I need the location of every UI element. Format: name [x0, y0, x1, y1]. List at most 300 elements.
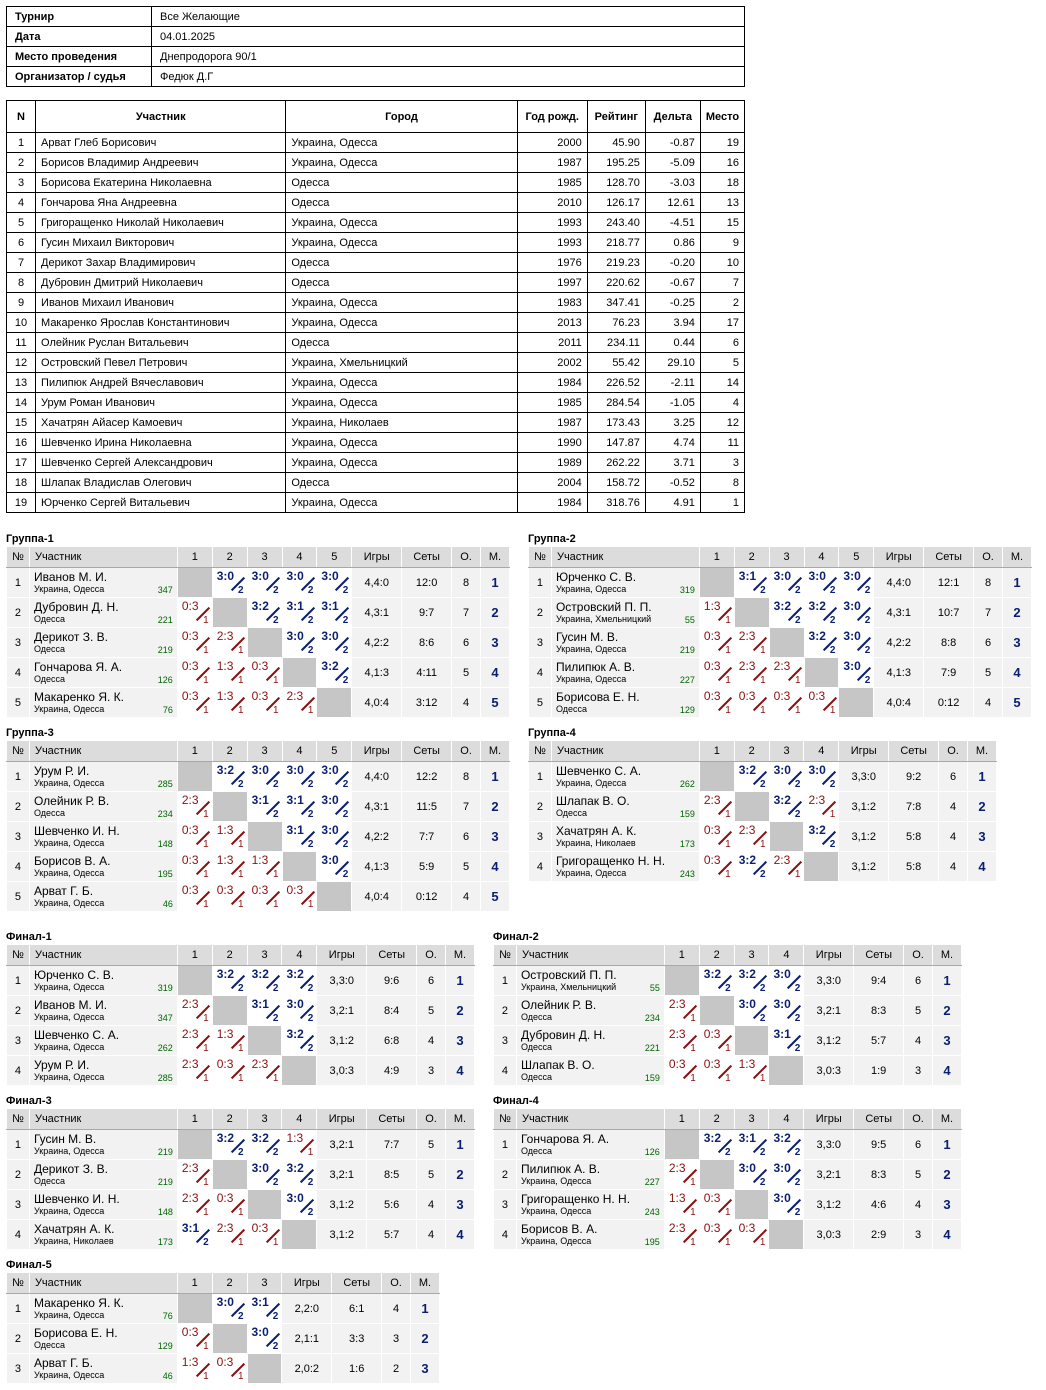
table-cell: 17 [700, 313, 744, 333]
column-header: 3 [247, 1273, 282, 1294]
match-points: 2 [342, 839, 349, 850]
match-score: 2:3 [181, 997, 199, 1011]
match-score-cell [317, 822, 352, 852]
match-points: 2 [272, 1177, 279, 1188]
points-cell: 4 [904, 1026, 933, 1056]
sets-cell: 5:6 [367, 1190, 417, 1220]
match-points: 2 [829, 645, 836, 656]
participant-rating: 262 [679, 779, 695, 789]
match-points: 2 [307, 1207, 314, 1218]
match-points: 1 [690, 1237, 696, 1248]
place-cell: 5 [481, 688, 510, 718]
participant-cell [551, 852, 699, 882]
match-score-cell [247, 688, 282, 718]
participant-city: Украина, Одесса [33, 1012, 105, 1022]
participant-cell [551, 568, 699, 598]
group-title: Группа-3 [6, 727, 54, 739]
match-points: 1 [203, 1207, 209, 1218]
match-score-cell [769, 1160, 804, 1190]
match-score-cell [177, 1160, 212, 1190]
points-cell: 5 [452, 852, 481, 882]
column-header: Сеты [924, 547, 974, 568]
participant-city: Украина, Одесса [33, 584, 105, 594]
group-table [528, 546, 1032, 718]
participant-name: Олейник Р. В. [520, 998, 597, 1012]
row-number: 2 [7, 1324, 30, 1354]
group-title: Группа-1 [6, 533, 54, 545]
column-header: 3 [769, 547, 804, 568]
match-score-cell [804, 688, 839, 718]
tournament-info-table [6, 6, 745, 87]
table-cell: 1987 [517, 153, 587, 173]
participant-cell [29, 1130, 177, 1160]
match-points: 2 [307, 779, 314, 790]
participant-cell [516, 1056, 664, 1086]
participant-name: Шевченко И. Н. [33, 1192, 120, 1206]
games-cell: 4,2:2 [352, 628, 402, 658]
place-cell: 3 [933, 1026, 962, 1056]
match-score: 0:3 [703, 853, 721, 867]
match-points: 2 [238, 983, 244, 994]
row-number: 5 [7, 882, 30, 912]
column-header: 1 [177, 741, 212, 762]
match-points: 1 [690, 1013, 696, 1024]
games-cell: 3,3:0 [804, 966, 854, 996]
table-cell: 4 [700, 393, 744, 413]
match-score-cell [664, 1160, 699, 1190]
table-cell: 0.86 [645, 233, 700, 253]
group-title: Финал-1 [6, 931, 52, 943]
table-row [494, 1220, 962, 1250]
table-cell: 1976 [517, 253, 587, 273]
match-points: 2 [342, 585, 349, 596]
table-row [494, 1190, 962, 1220]
sets-cell: 0:12 [402, 882, 452, 912]
match-score-cell [212, 1026, 247, 1056]
match-score: 3:2 [216, 1131, 235, 1145]
place-cell: 1 [481, 568, 510, 598]
table-row [7, 173, 745, 193]
table-cell: 1993 [517, 213, 587, 233]
group-title: Финал-4 [493, 1095, 539, 1107]
group-table [528, 740, 997, 882]
match-score-cell [177, 1324, 212, 1354]
match-points: 2 [829, 585, 836, 596]
empty-cell [804, 658, 839, 688]
info-label: Организатор / судья [7, 67, 152, 87]
participant-cell [29, 598, 177, 628]
participant-cell [551, 628, 699, 658]
match-score: 0:3 [216, 883, 234, 897]
match-score: 3:0 [773, 569, 792, 583]
sets-cell: 9:2 [889, 762, 939, 792]
place-cell: 4 [481, 852, 510, 882]
column-header: 4 [769, 945, 804, 966]
info-row [7, 47, 745, 67]
participant-name: Шевченко С. А. [33, 1028, 120, 1042]
column-header: 2 [212, 1109, 247, 1130]
participant-city: Одесса [33, 808, 66, 818]
row-number: 1 [7, 1130, 30, 1160]
column-header: М. [481, 741, 510, 762]
match-score-cell [247, 852, 282, 882]
table-cell: 1987 [517, 413, 587, 433]
match-score: 3:2 [808, 823, 826, 837]
match-score-cell [282, 882, 317, 912]
column-header: 1 [177, 547, 212, 568]
match-score: 0:3 [181, 823, 199, 837]
table-cell: Одесса [286, 173, 517, 193]
group-table [6, 1272, 440, 1384]
table-cell: 234.11 [587, 333, 645, 353]
participant-rating: 347 [157, 1013, 173, 1023]
match-score: 3:2 [216, 967, 235, 981]
empty-cell [212, 792, 247, 822]
match-score-cell [664, 996, 699, 1026]
participant-rating: 219 [157, 1147, 173, 1157]
match-score: 2:3 [808, 793, 826, 807]
column-header: 2 [212, 945, 247, 966]
empty-cell [177, 568, 212, 598]
table-cell: Украина, Одесса [286, 293, 517, 313]
points-cell: 5 [417, 1130, 446, 1160]
match-score: 3:2 [738, 853, 757, 867]
participant-name: Урум Р. И. [33, 1058, 90, 1072]
games-cell: 3,2:1 [317, 996, 367, 1026]
table-cell: 16 [700, 153, 744, 173]
match-score-cell [247, 996, 282, 1026]
group-title: Финал-5 [6, 1259, 52, 1271]
points-cell: 8 [974, 568, 1003, 598]
match-score: 2:3 [181, 1057, 199, 1071]
column-header: Игры [317, 1109, 367, 1130]
match-score: 0:3 [738, 689, 756, 703]
match-points: 1 [690, 1207, 696, 1218]
table-cell: Дубровин Дмитрий Николаевич [36, 273, 286, 293]
column-header: 3 [247, 547, 282, 568]
group-table [6, 944, 475, 1086]
match-score: 3:0 [773, 997, 791, 1011]
sets-cell: 7:9 [924, 658, 974, 688]
participant-cell [551, 598, 699, 628]
participant-name: Григоращенко Н. Н. [520, 1192, 631, 1206]
column-header: Участник [29, 1273, 177, 1294]
column-header: Участник [29, 547, 177, 568]
games-cell: 3,2:1 [317, 1130, 367, 1160]
match-points: 2 [307, 615, 314, 626]
match-points: 2 [307, 645, 314, 656]
row-number: 2 [7, 996, 30, 1026]
table-cell: 9 [700, 233, 744, 253]
match-points: 2 [760, 869, 766, 880]
match-score-cell [282, 598, 317, 628]
participant-cell [29, 1056, 177, 1086]
column-header: 2 [699, 1109, 734, 1130]
participant-city: Украина, Одесса [33, 838, 105, 848]
match-points: 1 [203, 899, 209, 910]
points-cell: 5 [904, 1160, 933, 1190]
group-block [6, 1258, 440, 1384]
match-score-cell [664, 1026, 699, 1056]
match-score-cell [317, 792, 352, 822]
table-cell: 19 [700, 133, 744, 153]
column-header: 4 [282, 547, 317, 568]
match-score-cell [282, 1160, 317, 1190]
match-points: 1 [760, 705, 766, 716]
table-row [7, 1324, 440, 1354]
group-block [493, 930, 962, 1086]
match-points: 2 [759, 983, 766, 994]
table-cell: Украина, Одесса [286, 133, 517, 153]
sets-cell: 8:3 [854, 996, 904, 1026]
match-score: 1:3 [738, 1057, 756, 1071]
match-score-cell [247, 1056, 282, 1086]
table-cell: -3.03 [645, 173, 700, 193]
group-block [528, 726, 997, 882]
match-score-cell [699, 658, 734, 688]
participant-name: Олейник Р. В. [33, 794, 110, 808]
empty-cell [664, 966, 699, 996]
match-score: 3:1 [738, 569, 757, 583]
table-cell: 13 [700, 193, 744, 213]
table-cell: 8 [7, 273, 36, 293]
match-score: 3:0 [808, 569, 826, 583]
match-points: 2 [829, 839, 836, 850]
games-cell: 3,1:2 [317, 1190, 367, 1220]
match-score-cell [839, 568, 874, 598]
match-score-cell [317, 658, 352, 688]
participant-rating: 159 [644, 1073, 660, 1083]
table-cell: 0.44 [645, 333, 700, 353]
match-score-cell [734, 1056, 769, 1086]
column-header: О. [417, 945, 446, 966]
match-points: 1 [203, 645, 209, 656]
empty-cell [177, 762, 212, 792]
match-points: 1 [238, 1237, 244, 1248]
participant-rating: 262 [157, 1043, 173, 1053]
group-header-row [7, 547, 510, 568]
column-header: Игры [839, 741, 889, 762]
participant-name: Борисова Е. Н. [555, 690, 640, 704]
participant-city: Украина, Одесса [33, 1310, 105, 1320]
games-cell: 3,0:3 [804, 1056, 854, 1086]
match-points: 2 [307, 1177, 314, 1188]
match-score-cell [317, 598, 352, 628]
match-points: 2 [272, 779, 279, 790]
row-number: 1 [494, 966, 517, 996]
match-score-cell [212, 966, 247, 996]
sets-cell: 1:6 [332, 1354, 382, 1384]
match-score: 3:2 [773, 793, 791, 807]
group-table [493, 944, 962, 1086]
table-cell: 9 [7, 293, 36, 313]
participant-rating: 195 [644, 1237, 660, 1247]
empty-cell [177, 966, 212, 996]
match-score: 3:1 [286, 793, 304, 807]
column-header: 3 [734, 945, 769, 966]
table-cell: 17 [7, 453, 36, 473]
table-cell: 1993 [517, 233, 587, 253]
match-score-cell [282, 1026, 317, 1056]
table-cell: 1985 [517, 393, 587, 413]
info-label: Место проведения [7, 47, 152, 67]
info-value: Все Желающие [152, 7, 745, 27]
match-score: 3:0 [321, 763, 339, 777]
table-row [7, 658, 510, 688]
column-header: Игры [352, 547, 402, 568]
match-points: 2 [794, 1207, 801, 1218]
match-points: 2 [725, 983, 731, 994]
match-points: 1 [272, 869, 279, 880]
match-points: 1 [690, 1073, 696, 1084]
match-score-cell [699, 852, 734, 882]
match-score-cell [769, 792, 804, 822]
match-score-cell [734, 996, 769, 1026]
participant-rating: 219 [157, 645, 173, 655]
games-cell: 4,2:2 [352, 822, 402, 852]
group-header-row [7, 1109, 475, 1130]
table-row [7, 493, 745, 513]
table-cell: Григоращенко Николай Николаевич [36, 213, 286, 233]
participant-name: Шевченко И. Н. [33, 824, 120, 838]
table-row [7, 628, 510, 658]
match-score-cell [177, 882, 212, 912]
column-header: 4 [769, 1109, 804, 1130]
participant-name: Островский П. П. [555, 600, 652, 614]
participant-city: Украина, Николаев [33, 1236, 114, 1246]
table-row [7, 153, 745, 173]
match-score: 0:3 [703, 689, 721, 703]
participant-rating: 221 [157, 615, 173, 625]
column-header: М. [411, 1273, 440, 1294]
table-cell: Одесса [286, 253, 517, 273]
match-score-cell [177, 688, 212, 718]
participant-city: Одесса [555, 808, 588, 818]
participant-city: Одесса [33, 1340, 66, 1350]
empty-cell [177, 1294, 212, 1324]
row-number: 2 [529, 598, 552, 628]
table-cell: 5 [700, 353, 744, 373]
match-score-cell [177, 822, 212, 852]
match-score: 3:0 [321, 823, 339, 837]
match-score-cell [769, 658, 804, 688]
match-points: 1 [725, 645, 731, 656]
games-cell: 3,2:1 [804, 996, 854, 1026]
column-header: 3 [247, 1109, 282, 1130]
table-row [494, 1026, 962, 1056]
match-points: 2 [238, 585, 244, 596]
place-cell: 3 [968, 822, 997, 852]
match-score-cell [247, 1294, 282, 1324]
table-cell: 14 [7, 393, 36, 413]
match-score-cell [734, 822, 769, 852]
column-header: 4 [804, 547, 839, 568]
empty-cell [317, 688, 352, 718]
match-score-cell [769, 966, 804, 996]
table-cell: 13 [7, 373, 36, 393]
table-cell: 18 [700, 173, 744, 193]
match-score: 3:0 [251, 1161, 269, 1175]
match-points: 2 [864, 645, 871, 656]
match-points: 1 [760, 839, 766, 850]
match-score-cell [212, 658, 247, 688]
group-title: Группа-2 [528, 533, 576, 545]
empty-cell [247, 1354, 282, 1384]
table-cell: 3 [700, 453, 744, 473]
match-score: 2:3 [703, 793, 721, 807]
table-cell: 284.54 [587, 393, 645, 413]
match-score: 3:0 [773, 1161, 791, 1175]
column-header: Игры [804, 945, 854, 966]
match-points: 2 [307, 839, 314, 850]
match-score: 2:3 [216, 1221, 234, 1235]
match-points: 1 [203, 1073, 209, 1084]
match-points: 2 [794, 1013, 801, 1024]
match-score: 3:0 [321, 853, 339, 867]
participant-rating: 285 [157, 779, 173, 789]
participant-city: Украина, Одесса [520, 1236, 592, 1246]
row-number: 4 [529, 852, 552, 882]
table-cell: 4.74 [645, 433, 700, 453]
participant-cell [551, 688, 699, 718]
table-row [7, 353, 745, 373]
match-score: 3:1 [321, 599, 339, 613]
match-score: 0:3 [703, 1221, 721, 1235]
match-score-cell [247, 1130, 282, 1160]
participant-cell [551, 658, 699, 688]
match-score: 3:2 [703, 1131, 722, 1145]
match-score-cell [769, 762, 804, 792]
match-score: 3:0 [321, 629, 339, 643]
group-header-row [494, 1109, 962, 1130]
column-header: Рейтинг [587, 101, 645, 133]
match-score-cell [177, 1026, 212, 1056]
sets-cell: 7:7 [367, 1130, 417, 1160]
group-block [6, 930, 475, 1086]
table-cell: Украина, Одесса [286, 493, 517, 513]
group-table [6, 546, 510, 718]
match-score-cell [769, 1130, 804, 1160]
participant-cell [29, 568, 177, 598]
table-cell: 1985 [517, 173, 587, 193]
match-points: 1 [203, 705, 209, 716]
place-cell: 3 [1003, 628, 1032, 658]
points-cell: 8 [452, 762, 481, 792]
participant-cell [29, 628, 177, 658]
table-cell: 1 [7, 133, 36, 153]
match-points: 2 [307, 809, 314, 820]
match-points: 1 [237, 1371, 244, 1382]
match-score: 2:3 [668, 997, 686, 1011]
participant-cell [29, 1160, 177, 1190]
match-score-cell [699, 1026, 734, 1056]
match-points: 2 [307, 1043, 314, 1054]
match-score: 3:2 [286, 1027, 304, 1041]
match-score: 3:0 [843, 569, 861, 583]
table-row [7, 882, 510, 912]
match-score-cell [317, 628, 352, 658]
table-cell: Борисова Екатерина Николаевна [36, 173, 286, 193]
group-header-row [7, 741, 510, 762]
participant-name: Дубровин Д. Н. [33, 600, 119, 614]
match-points: 2 [342, 615, 349, 626]
column-header: О. [904, 945, 933, 966]
place-cell: 4 [446, 1056, 475, 1086]
column-header: О. [417, 1109, 446, 1130]
table-cell: Украина, Одесса [286, 153, 517, 173]
column-header: Участник [551, 547, 699, 568]
column-header: Участник [516, 1109, 664, 1130]
